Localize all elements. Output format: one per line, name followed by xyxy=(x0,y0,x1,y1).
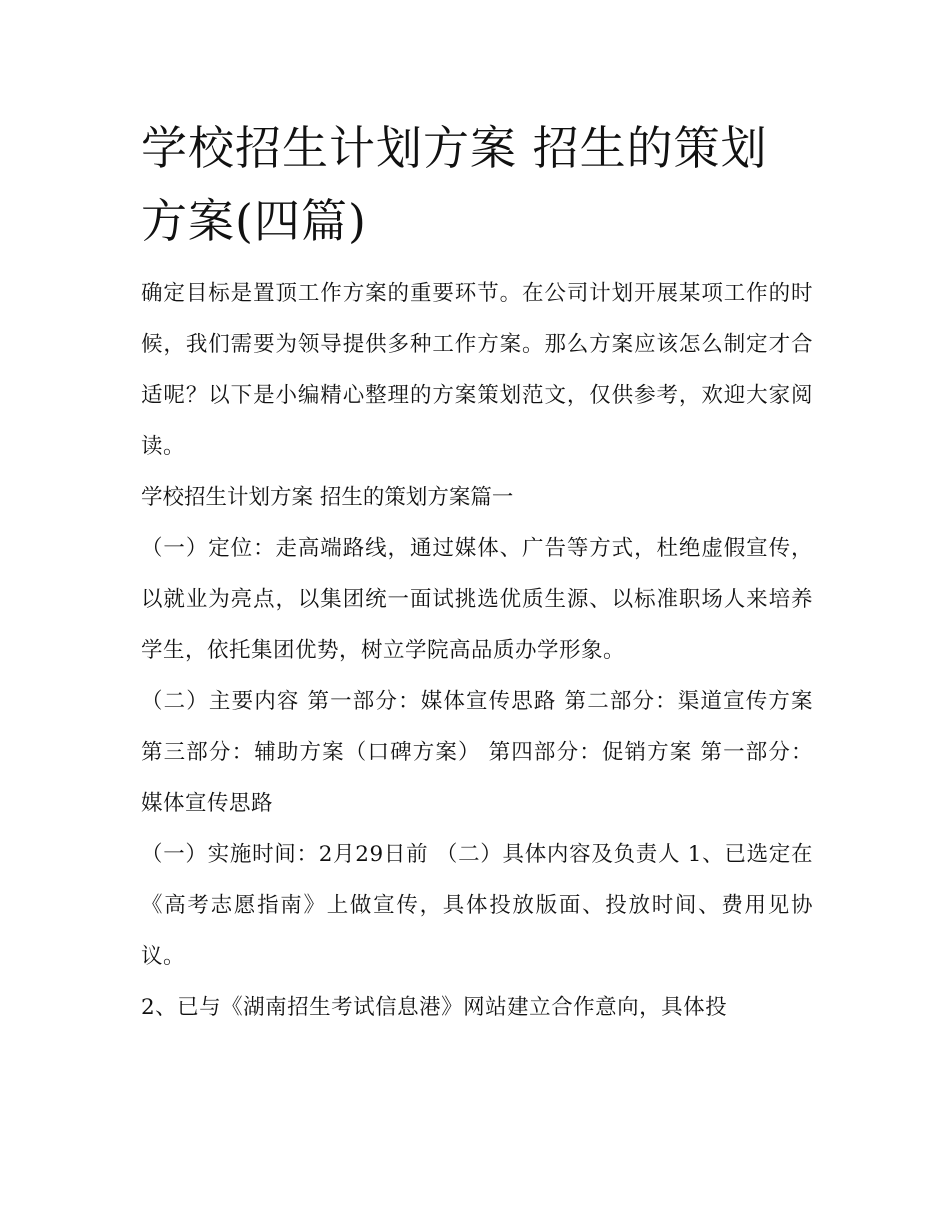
website-paragraph: 2、已与《湖南招生考试信息港》网站建立合作意向，具体投 xyxy=(141,995,728,1020)
section-heading: 学校招生计划方案 招生的策划方案篇一 xyxy=(141,485,514,510)
positioning-paragraph: （一）定位：走高端路线，通过媒体、广告等方式，杜绝虚假宣传，以就业为亮点，以集团统一面试挑选优质生源、以标准职场人来培养学生，依托集团优势，树立学院高品质办学形象。 xyxy=(141,536,813,663)
document-page xyxy=(141,112,813,1033)
schedule-paragraph: （一）实施时间：2月29日前 （二）具体内容及负责人 1、已选定在《高考志愿指南》上做宣传，具体投放版面、投放时间、费用见协议。 xyxy=(141,842,813,969)
document-title: 学校招生计划方案 招生的策划方案(四篇) xyxy=(141,121,768,248)
intro-paragraph: 确定目标是置顶工作方案的重要环节。在公司计划开展某项工作的时候，我们需要为领导提供多种工作方案。那么方案应该怎么制定才合适呢？以下是小编精心整理的方案策划范文，仅供参考，欢迎大家阅读。 xyxy=(141,281,813,459)
main-content-paragraph: （二）主要内容 第一部分：媒体宣传思路 第二部分：渠道宣传方案 第三部分：辅助方案（口碑方案） 第四部分：促销方案 第一部分：媒体宣传思路 xyxy=(141,689,813,816)
